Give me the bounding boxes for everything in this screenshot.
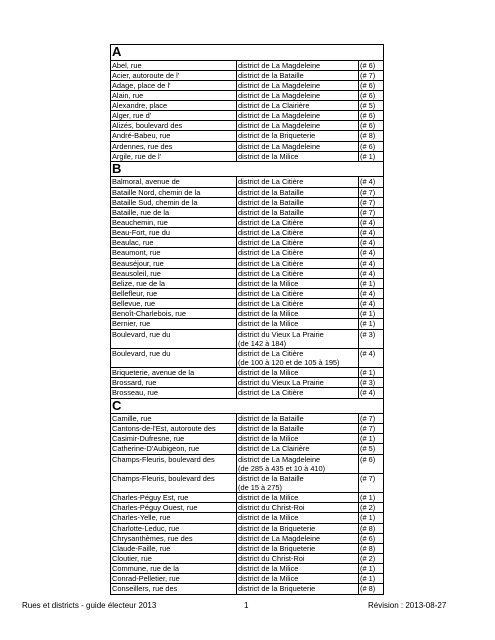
- street-name: Casimir-Dufresne, rue: [111, 434, 237, 444]
- street-name: Alain, rue: [111, 90, 237, 100]
- district-cell: [237, 584, 359, 594]
- district-cell: [237, 388, 359, 398]
- district-number: (# 6): [359, 454, 384, 473]
- district-number: (# 4): [359, 268, 384, 278]
- district-cell: [237, 207, 359, 217]
- street-name: André-Babeu, rue: [111, 131, 237, 141]
- district-name: district de La Magdeleine: [238, 454, 321, 464]
- district-cell: [237, 523, 359, 533]
- street-name: Bataille Nord, chemin de la: [111, 187, 237, 197]
- street-name: Charles-Péguy Ouest, rue: [111, 503, 237, 513]
- district-number: (# 5): [359, 444, 384, 454]
- district-name: district du Vieux La Prairie: [238, 329, 324, 339]
- table-row: [111, 70, 384, 80]
- district-name: district de La Citière: [238, 248, 304, 258]
- district-number: (# 8): [359, 523, 384, 533]
- district-cell: [237, 329, 359, 348]
- street-name: Catherine-D'Aubigeon, rue: [111, 444, 237, 454]
- street-name: Beaulac, rue: [111, 238, 237, 248]
- district-cell: [237, 299, 359, 309]
- district-name: district de La Citière: [238, 299, 304, 309]
- street-name: Briqueterie, avenue de la: [111, 368, 237, 378]
- district-number: (# 7): [359, 424, 384, 434]
- street-name: Claude-Faille, rue: [111, 543, 237, 553]
- district-name: district du Christ-Roi: [238, 554, 305, 564]
- district-name: district de la Milice: [238, 493, 299, 503]
- district-number: (# 1): [359, 278, 384, 288]
- district-cell: [237, 513, 359, 523]
- table-row: [111, 454, 384, 473]
- district-name: district du Vieux La Prairie: [238, 378, 324, 388]
- district-number: (# 4): [359, 288, 384, 298]
- street-name: Adage, place de l': [111, 80, 237, 90]
- district-name: district de La Magdeleine: [238, 111, 321, 121]
- street-name: Benoît-Charlebois, rue: [111, 309, 237, 319]
- footer-page-number: 1: [244, 601, 249, 610]
- footer-title: Rues et districts - guide électeur 2013: [22, 601, 157, 610]
- district-name: district de La Citière: [238, 288, 304, 298]
- district-name: district de La Citière: [238, 228, 304, 238]
- district-name: district de la Briqueterie: [238, 523, 316, 533]
- district-cell: [237, 493, 359, 503]
- table-row: [111, 388, 384, 398]
- district-name: district de la Milice: [238, 434, 299, 444]
- district-number: (# 4): [359, 388, 384, 398]
- district-cell: [237, 278, 359, 288]
- table-row: [111, 414, 384, 424]
- district-number: (# 1): [359, 368, 384, 378]
- street-district-table: [110, 44, 384, 595]
- district-number: (# 1): [359, 493, 384, 503]
- table-row: [111, 131, 384, 141]
- district-cell: [237, 80, 359, 90]
- street-name: Bataille Sud, chemin de la: [111, 197, 237, 207]
- district-cell: [237, 454, 359, 473]
- street-name: Brosseau, rue: [111, 388, 237, 398]
- table-row: [111, 493, 384, 503]
- district-cell: [237, 319, 359, 329]
- district-name: district de La Citière: [238, 177, 304, 187]
- district-number: (# 7): [359, 414, 384, 424]
- district-cell: [237, 288, 359, 298]
- table-row: [111, 217, 384, 227]
- section-letter: B: [111, 161, 384, 177]
- table-row: [111, 533, 384, 543]
- table-row: [111, 141, 384, 151]
- district-name: district de la Milice: [238, 319, 299, 329]
- table-row: [111, 329, 384, 348]
- district-number: (# 1): [359, 151, 384, 161]
- footer-revision-date: Révision : 2013-08-27: [368, 601, 447, 610]
- district-range: (de 15 à 275): [238, 482, 282, 492]
- section-header: [111, 161, 384, 177]
- table-row: [111, 258, 384, 268]
- district-number: (# 4): [359, 299, 384, 309]
- street-name: Belize, rue de la: [111, 278, 237, 288]
- district-name: district de La Magdeleine: [238, 533, 321, 543]
- district-name: district de la Milice: [238, 564, 299, 574]
- table-row: [111, 574, 384, 584]
- district-name: district de la Milice: [238, 309, 299, 319]
- street-name: Ardennes, rue des: [111, 141, 237, 151]
- district-number: (# 8): [359, 543, 384, 553]
- district-cell: [237, 217, 359, 227]
- street-name: Bellefleur, rue: [111, 288, 237, 298]
- table-row: [111, 197, 384, 207]
- street-name: Boulevard, rue du: [111, 329, 237, 348]
- district-name: district de La Citière: [238, 268, 304, 278]
- table-row: [111, 111, 384, 121]
- table-row: [111, 434, 384, 444]
- district-cell: [237, 543, 359, 553]
- district-cell: [237, 177, 359, 187]
- district-name: district de la Bataille: [238, 207, 304, 217]
- district-name: district de la Bataille: [238, 187, 304, 197]
- district-name: district de La Citière: [238, 348, 304, 358]
- district-name: district de La Magdeleine: [238, 60, 321, 70]
- street-name: Acier, autoroute de l': [111, 70, 237, 80]
- table-row: [111, 90, 384, 100]
- district-name: district de La Citière: [238, 217, 304, 227]
- district-name: district de La Clairière: [238, 444, 310, 454]
- district-number: (# 6): [359, 533, 384, 543]
- street-name: Champs-Fleuris, boulevard des: [111, 473, 237, 492]
- district-number: (# 6): [359, 90, 384, 100]
- district-name: district de La Citière: [238, 258, 304, 268]
- district-name: district de La Magdeleine: [238, 90, 321, 100]
- district-range: (de 142 à 184): [238, 338, 287, 348]
- district-number: (# 2): [359, 503, 384, 513]
- table-row: [111, 424, 384, 434]
- street-name: Commune, rue de la: [111, 564, 237, 574]
- district-name: district de la Briqueterie: [238, 543, 316, 553]
- table-body: [111, 45, 384, 595]
- street-name: Alger, rue d': [111, 111, 237, 121]
- district-number: (# 4): [359, 348, 384, 367]
- district-cell: [237, 248, 359, 258]
- table-row: [111, 543, 384, 553]
- district-cell: [237, 473, 359, 492]
- district-number: (# 2): [359, 554, 384, 564]
- district-number: (# 6): [359, 111, 384, 121]
- table-row: [111, 278, 384, 288]
- table-row: [111, 348, 384, 367]
- table-row: [111, 564, 384, 574]
- table-row: [111, 309, 384, 319]
- district-cell: [237, 151, 359, 161]
- street-name: Bernier, rue: [111, 319, 237, 329]
- district-cell: [237, 131, 359, 141]
- street-name: Alizés, boulevard des: [111, 121, 237, 131]
- street-name: Beaumont, rue: [111, 248, 237, 258]
- street-name: Bellevue, rue: [111, 299, 237, 309]
- district-number: (# 8): [359, 584, 384, 594]
- district-name: district de la Bataille: [238, 424, 304, 434]
- district-number: (# 4): [359, 248, 384, 258]
- district-cell: [237, 424, 359, 434]
- table-row: [111, 248, 384, 258]
- table-row: [111, 151, 384, 161]
- district-number: (# 4): [359, 177, 384, 187]
- district-name: district du Christ-Roi: [238, 503, 305, 513]
- district-cell: [237, 101, 359, 111]
- district-number: (# 3): [359, 329, 384, 348]
- district-cell: [237, 268, 359, 278]
- district-name: district de la Bataille: [238, 70, 304, 80]
- district-cell: [237, 348, 359, 367]
- table-row: [111, 288, 384, 298]
- district-name: district de la Milice: [238, 574, 299, 584]
- table-row: [111, 378, 384, 388]
- street-name: Charlotte-Leduc, rue: [111, 523, 237, 533]
- street-name: Camille, rue: [111, 414, 237, 424]
- district-name: district de La Citière: [238, 388, 304, 398]
- district-number: (# 1): [359, 309, 384, 319]
- table-row: [111, 177, 384, 187]
- table-row: [111, 187, 384, 197]
- street-name: Conrad-Pelletier, rue: [111, 574, 237, 584]
- district-number: (# 7): [359, 207, 384, 217]
- street-name: Champs-Fleuris, boulevard des: [111, 454, 237, 473]
- table-row: [111, 238, 384, 248]
- district-cell: [237, 121, 359, 131]
- district-number: (# 7): [359, 197, 384, 207]
- district-number: (# 1): [359, 574, 384, 584]
- district-cell: [237, 368, 359, 378]
- district-cell: [237, 187, 359, 197]
- district-number: (# 6): [359, 80, 384, 90]
- table-row: [111, 101, 384, 111]
- street-name: Conseillers, rue des: [111, 584, 237, 594]
- district-number: (# 8): [359, 131, 384, 141]
- district-name: district de la Briqueterie: [238, 584, 316, 594]
- table-row: [111, 80, 384, 90]
- district-number: (# 3): [359, 378, 384, 388]
- table-row: [111, 444, 384, 454]
- table-row: [111, 503, 384, 513]
- section-header: [111, 45, 384, 61]
- district-name: district de La Magdeleine: [238, 80, 321, 90]
- district-cell: [237, 70, 359, 80]
- district-name: district de la Briqueterie: [238, 131, 316, 141]
- district-cell: [237, 228, 359, 238]
- street-name: Boulevard, rue du: [111, 348, 237, 367]
- street-name: Abel, rue: [111, 60, 237, 70]
- district-range: (de 285 à 435 et 10 à 410): [238, 463, 326, 473]
- district-number: (# 6): [359, 121, 384, 131]
- district-cell: [237, 197, 359, 207]
- district-number: (# 7): [359, 187, 384, 197]
- district-name: district de la Bataille: [238, 414, 304, 424]
- district-cell: [237, 378, 359, 388]
- district-cell: [237, 60, 359, 70]
- section-letter: A: [111, 45, 384, 61]
- district-name: district de la Milice: [238, 368, 299, 378]
- street-name: Argile, rue de l': [111, 151, 237, 161]
- table-row: [111, 319, 384, 329]
- table-row: [111, 368, 384, 378]
- district-number: (# 1): [359, 434, 384, 444]
- district-cell: [237, 258, 359, 268]
- street-name: Alexandre, place: [111, 101, 237, 111]
- district-number: (# 1): [359, 564, 384, 574]
- district-number: (# 4): [359, 228, 384, 238]
- district-name: district de la Milice: [238, 151, 299, 161]
- district-range: (de 100 à 120 et de 105 à 195): [238, 357, 340, 367]
- street-name: Bataille, rue de la: [111, 207, 237, 217]
- district-name: district de La Magdeleine: [238, 121, 321, 131]
- district-cell: [237, 564, 359, 574]
- street-name: Beausoleil, rue: [111, 268, 237, 278]
- street-name: Chrysanthèmes, rue des: [111, 533, 237, 543]
- district-number: (# 1): [359, 513, 384, 523]
- table-row: [111, 121, 384, 131]
- district-cell: [237, 238, 359, 248]
- street-name: Charles-Péguy Est, rue: [111, 493, 237, 503]
- table-row: [111, 60, 384, 70]
- district-number: (# 7): [359, 473, 384, 492]
- district-name: district de la Bataille: [238, 473, 304, 483]
- district-cell: [237, 414, 359, 424]
- street-name: Brossard, rue: [111, 378, 237, 388]
- district-cell: [237, 503, 359, 513]
- district-cell: [237, 90, 359, 100]
- street-name: Beau-Fort, rue du: [111, 228, 237, 238]
- street-name: Beauchemin, rue: [111, 217, 237, 227]
- district-name: district de la Milice: [238, 278, 299, 288]
- district-cell: [237, 574, 359, 584]
- district-cell: [237, 444, 359, 454]
- district-cell: [237, 533, 359, 543]
- table-row: [111, 554, 384, 564]
- street-name: Balmoral, avenue de: [111, 177, 237, 187]
- table-row: [111, 299, 384, 309]
- table-row: [111, 228, 384, 238]
- district-number: (# 1): [359, 319, 384, 329]
- district-number: (# 4): [359, 217, 384, 227]
- district-name: district de la Milice: [238, 513, 299, 523]
- table-row: [111, 207, 384, 217]
- table-row: [111, 513, 384, 523]
- district-cell: [237, 309, 359, 319]
- street-name: Cantons-de-l'Est, autoroute des: [111, 424, 237, 434]
- table-row: [111, 584, 384, 594]
- district-cell: [237, 554, 359, 564]
- district-number: (# 4): [359, 258, 384, 268]
- district-name: district de la Bataille: [238, 197, 304, 207]
- district-number: (# 6): [359, 141, 384, 151]
- district-number: (# 4): [359, 238, 384, 248]
- table-row: [111, 523, 384, 533]
- district-name: district de La Clairière: [238, 101, 310, 111]
- section-letter: C: [111, 398, 384, 414]
- district-number: (# 7): [359, 70, 384, 80]
- district-name: district de La Magdeleine: [238, 141, 321, 151]
- street-name: Cloutier, rue: [111, 554, 237, 564]
- district-number: (# 5): [359, 101, 384, 111]
- district-cell: [237, 434, 359, 444]
- table-row: [111, 473, 384, 492]
- table-row: [111, 268, 384, 278]
- district-cell: [237, 111, 359, 121]
- district-name: district de La Citière: [238, 238, 304, 248]
- street-name: Charles-Yelle, rue: [111, 513, 237, 523]
- district-cell: [237, 141, 359, 151]
- section-header: [111, 398, 384, 414]
- district-number: (# 6): [359, 60, 384, 70]
- street-name: Beauséjour, rue: [111, 258, 237, 268]
